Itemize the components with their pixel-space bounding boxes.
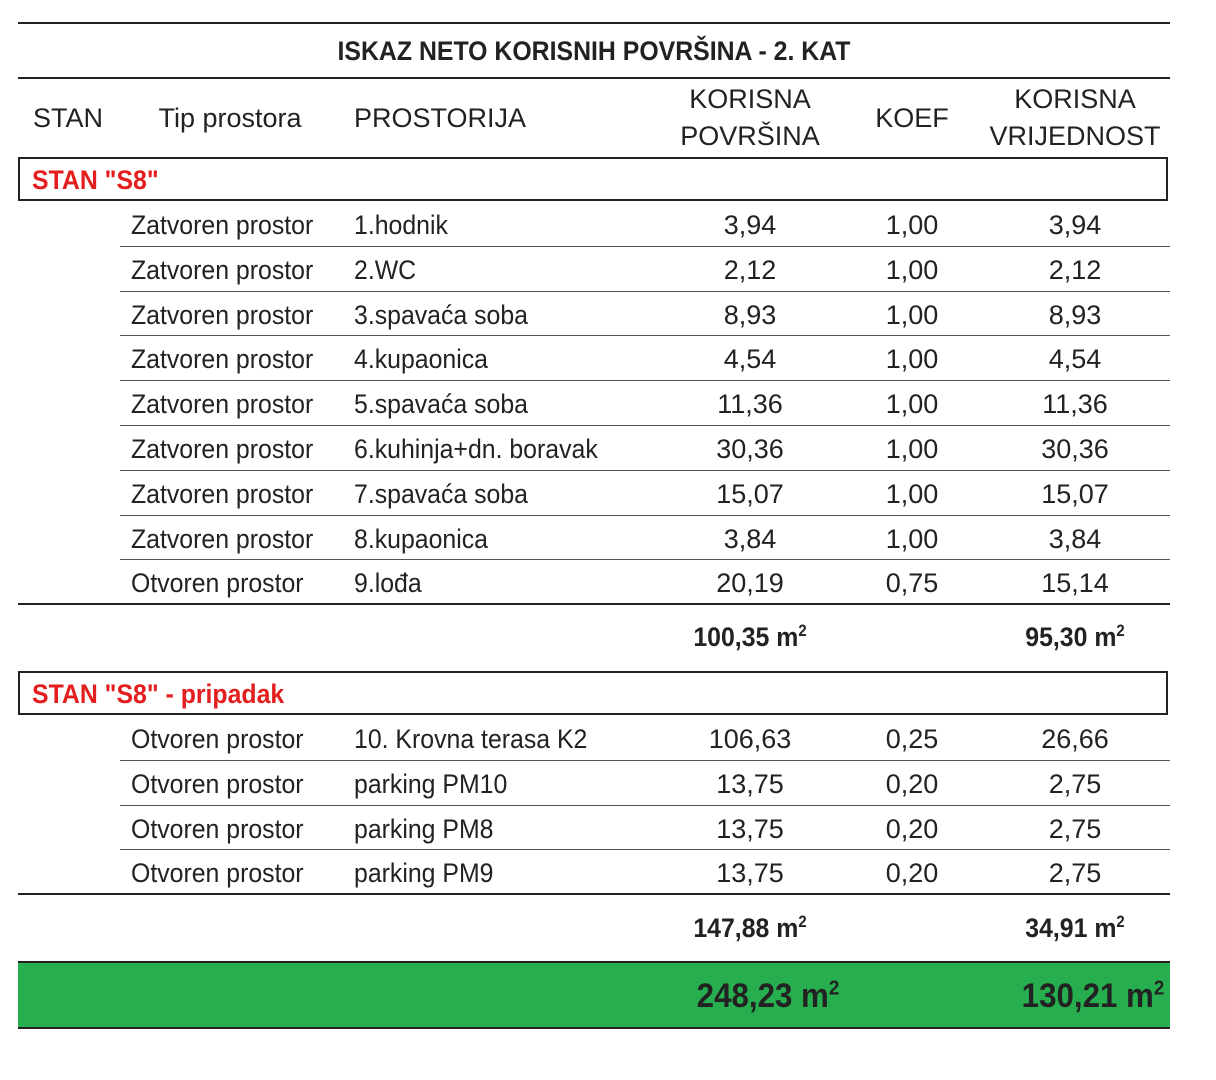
table-top-border	[18, 22, 1170, 24]
tip-prostora-cell: Otvoren prostor	[131, 724, 304, 754]
total-korisna-povrsina: 248,23 $m^2$	[696, 977, 840, 1015]
korisna-vrijednost-cell: 15,07	[1041, 478, 1109, 509]
koef-cell: 1,00	[885, 254, 939, 285]
tip-prostora-cell: Zatvoren prostor	[131, 389, 314, 420]
korisna-vrijednost-cell: 4,54	[1048, 344, 1102, 375]
section-header-s8	[18, 157, 1168, 201]
header-korisna-vrijednost-1: KORISNA	[1014, 84, 1136, 114]
header-stan: STAN	[32, 103, 103, 133]
grand-total-bar	[18, 961, 1170, 1029]
prostorija-cell: 3.spavaća soba	[354, 299, 529, 330]
table-row	[0, 761, 1216, 806]
koef-cell: 0,75	[885, 568, 939, 599]
header-korisna-vrijednost-2: VRIJEDNOST	[989, 121, 1161, 151]
table-row	[0, 850, 1216, 895]
korisna-povrsina-cell: 13,75	[716, 858, 784, 889]
prostorija-cell: 6.kuhinja+dn. boravak	[354, 434, 598, 464]
korisna-vrijednost-cell: 3,94	[1048, 210, 1102, 240]
koef-cell: 0,20	[885, 813, 939, 844]
sum-korisna-povrsina: 147,88 $m^2$	[693, 913, 807, 943]
korisna-vrijednost-cell: 2,75	[1048, 768, 1102, 799]
tip-prostora-cell: Zatvoren prostor	[131, 210, 314, 240]
header-koef: KOEF	[875, 103, 949, 133]
korisna-povrsina-cell: 8,93	[723, 299, 777, 330]
tip-prostora-cell: Zatvoren prostor	[131, 299, 314, 330]
koef-cell: 0,20	[885, 768, 939, 799]
prostorija-cell: 1.hodnik	[354, 210, 448, 240]
koef-cell: 1,00	[885, 344, 939, 375]
header-tip-prostora: Tip prostora	[158, 103, 302, 133]
sum-korisna-vrijednost: 95,30 $m^2$	[1025, 622, 1125, 652]
table-row	[0, 381, 1216, 426]
table-row	[0, 247, 1216, 292]
korisna-povrsina-cell: 20,19	[716, 568, 784, 599]
total-korisna-vrijednost: 130,21 $m^2$	[1021, 977, 1165, 1015]
korisna-vrijednost-cell: 2,75	[1048, 858, 1102, 889]
korisna-vrijednost-cell: 3,84	[1048, 523, 1102, 554]
korisna-vrijednost-cell: 2,12	[1048, 254, 1102, 285]
prostorija-cell: 10. Krovna terasa K2	[354, 724, 588, 754]
korisna-vrijednost-cell: 15,14	[1041, 568, 1109, 599]
table-row	[0, 716, 1216, 761]
tip-prostora-cell: Otvoren prostor	[131, 813, 304, 844]
table-row	[0, 202, 1216, 247]
table-row	[0, 806, 1216, 851]
korisna-vrijednost-cell: 11,36	[1042, 389, 1108, 420]
prostorija-cell: parking PM10	[354, 768, 508, 799]
koef-cell: 0,25	[885, 724, 939, 754]
korisna-povrsina-cell: 106,63	[708, 724, 792, 754]
section-label: STAN "S8" - pripadak	[32, 679, 285, 709]
prostorija-cell: 8.kupaonica	[354, 523, 488, 554]
korisna-vrijednost-cell: 30,36	[1041, 434, 1109, 464]
koef-cell: 1,00	[885, 434, 939, 464]
korisna-povrsina-cell: 2,12	[723, 254, 777, 285]
table-row	[0, 471, 1216, 516]
korisna-povrsina-cell: 13,75	[716, 768, 784, 799]
koef-cell: 1,00	[885, 299, 939, 330]
table-row	[0, 336, 1216, 381]
prostorija-cell: parking PM8	[354, 813, 494, 844]
korisna-vrijednost-cell: 26,66	[1041, 724, 1109, 754]
section-sum-border	[18, 893, 1170, 895]
koef-cell: 0,20	[885, 858, 939, 889]
koef-cell: 1,00	[885, 389, 939, 420]
header-korisna-povrsina-1: KORISNA	[689, 84, 811, 114]
tip-prostora-cell: Zatvoren prostor	[131, 344, 314, 375]
koef-cell: 1,00	[885, 523, 939, 554]
tip-prostora-cell: Otvoren prostor	[131, 858, 304, 889]
table-row	[0, 426, 1216, 471]
table-row	[0, 292, 1216, 337]
table-row	[0, 560, 1216, 605]
korisna-povrsina-cell: 4,54	[723, 344, 777, 375]
section-label: STAN "S8"	[32, 165, 159, 195]
tip-prostora-cell: Zatvoren prostor	[131, 254, 314, 285]
title-bottom-border	[18, 77, 1170, 79]
header-korisna-povrsina-2: POVRŠINA	[680, 121, 820, 151]
korisna-povrsina-cell: 11,36	[717, 389, 783, 420]
table-row	[0, 516, 1216, 561]
korisna-povrsina-cell: 13,75	[716, 813, 784, 844]
prostorija-cell: 4.kupaonica	[354, 344, 488, 375]
korisna-vrijednost-cell: 2,75	[1048, 813, 1102, 844]
tip-prostora-cell: Zatvoren prostor	[131, 478, 314, 509]
section-sum-border	[18, 603, 1170, 605]
koef-cell: 1,00	[885, 210, 939, 240]
tip-prostora-cell: Otvoren prostor	[131, 568, 304, 599]
prostorija-cell: 7.spavaća soba	[354, 478, 529, 509]
prostorija-cell: 9.lođa	[354, 568, 422, 599]
tip-prostora-cell: Otvoren prostor	[131, 768, 304, 799]
header-prostorija: PROSTORIJA	[354, 103, 527, 133]
korisna-povrsina-cell: 15,07	[716, 478, 784, 509]
sum-korisna-povrsina: 100,35 $m^2$	[693, 622, 807, 652]
korisna-vrijednost-cell: 8,93	[1048, 299, 1102, 330]
korisna-povrsina-cell: 3,84	[723, 523, 777, 554]
prostorija-cell: 2.WC	[354, 254, 417, 285]
koef-cell: 1,00	[885, 478, 939, 509]
table-title: ISKAZ NETO KORISNIH POVRŠINA - 2. KAT	[337, 36, 851, 66]
tip-prostora-cell: Zatvoren prostor	[131, 523, 314, 554]
sum-korisna-vrijednost: 34,91 $m^2$	[1025, 913, 1125, 943]
section-header-s8-pripadak	[18, 671, 1168, 715]
tip-prostora-cell: Zatvoren prostor	[131, 434, 314, 464]
prostorija-cell: 5.spavaća soba	[354, 389, 529, 420]
korisna-povrsina-cell: 30,36	[716, 434, 784, 464]
prostorija-cell: parking PM9	[354, 858, 494, 889]
korisna-povrsina-cell: 3,94	[723, 210, 777, 240]
